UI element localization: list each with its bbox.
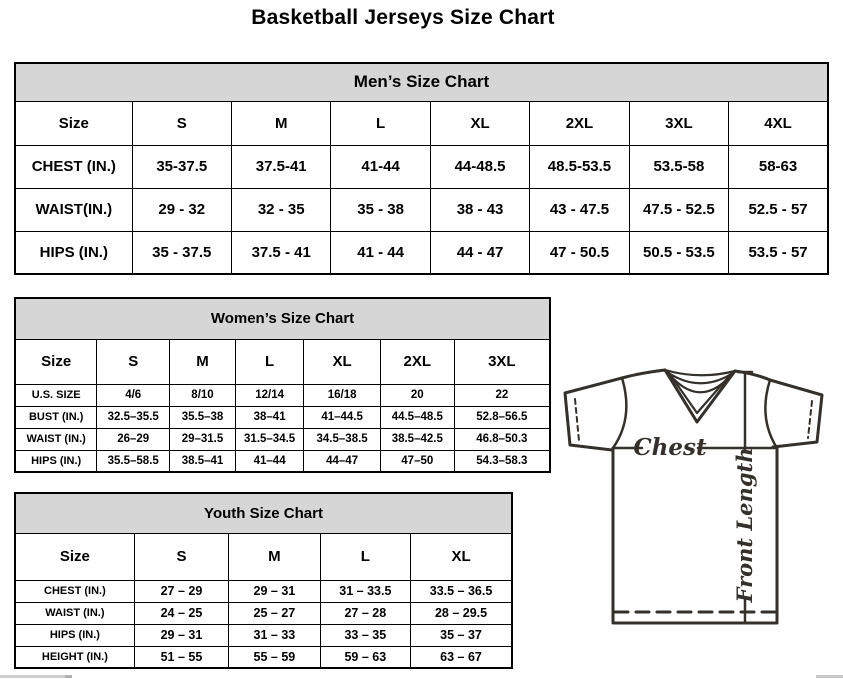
womens-waist-row xyxy=(15,428,550,450)
size-cell: 47 - 50.5 xyxy=(530,231,629,274)
size-cell: 54.3–58.3 xyxy=(454,450,550,472)
size-cell: 44–47 xyxy=(304,450,381,472)
horizontal-scrollbar-thumb[interactable] xyxy=(0,675,72,678)
size-cell: 47.5 - 52.5 xyxy=(629,188,728,231)
size-cell: 35 – 37 xyxy=(411,624,512,646)
size-cell: 41–44 xyxy=(235,450,303,472)
size-cell: 59 – 63 xyxy=(320,646,410,668)
size-cell: 12/14 xyxy=(235,384,303,406)
size-cell: 37.5 - 41 xyxy=(231,231,330,274)
size-cell: 22 xyxy=(454,384,550,406)
size-cell: 8/10 xyxy=(170,384,236,406)
size-cell: 47–50 xyxy=(380,450,454,472)
page-title: Basketball Jerseys Size Chart xyxy=(251,6,555,29)
mens-col-3xl: 3XL xyxy=(629,101,728,145)
size-cell: 26–29 xyxy=(97,428,170,450)
youth-table-title: Youth Size Chart xyxy=(15,493,512,533)
mens-col-s: S xyxy=(132,101,231,145)
size-cell: 44 - 47 xyxy=(430,231,529,274)
size-cell: 35.5–58.5 xyxy=(97,450,170,472)
row-label: CHEST (IN.) xyxy=(15,145,132,188)
womens-col-2xl: 2XL xyxy=(380,339,454,384)
womens-col-m: M xyxy=(170,339,236,384)
youth-col-m: M xyxy=(229,533,320,580)
youth-waist-row xyxy=(15,602,512,624)
size-cell: 27 – 28 xyxy=(320,602,410,624)
size-cell: 33.5 – 36.5 xyxy=(411,580,512,602)
row-label: WAIST (IN.) xyxy=(15,428,97,450)
jersey-sleeve-dash xyxy=(808,401,812,438)
size-cell: 38 - 43 xyxy=(430,188,529,231)
size-cell: 29 – 31 xyxy=(134,624,228,646)
size-cell: 52.8–56.5 xyxy=(454,406,550,428)
row-label: U.S. SIZE xyxy=(15,384,97,406)
size-cell: 43 - 47.5 xyxy=(530,188,629,231)
size-cell: 20 xyxy=(380,384,454,406)
mens-size-header: Size xyxy=(15,101,132,145)
mens-table-title: Men’s Size Chart xyxy=(15,63,828,101)
youth-hips-row xyxy=(15,624,512,646)
jersey-measurement-diagram xyxy=(558,360,834,628)
mens-col-l: L xyxy=(331,101,430,145)
mens-col-m: M xyxy=(231,101,330,145)
size-cell: 31.5–34.5 xyxy=(235,428,303,450)
size-cell: 35-37.5 xyxy=(132,145,231,188)
youth-chest-row xyxy=(15,580,512,602)
jersey-armhole-seam xyxy=(765,380,777,448)
size-cell: 55 – 59 xyxy=(229,646,320,668)
size-cell: 37.5-41 xyxy=(231,145,330,188)
size-cell: 27 – 29 xyxy=(134,580,228,602)
size-cell: 63 – 67 xyxy=(411,646,512,668)
youth-height-row xyxy=(15,646,512,668)
size-cell: 24 – 25 xyxy=(134,602,228,624)
row-label: HIPS (IN.) xyxy=(15,450,97,472)
mens-waist-row xyxy=(15,188,828,231)
womens-ussize-row xyxy=(15,384,550,406)
size-cell: 29 – 31 xyxy=(229,580,320,602)
jersey-outline xyxy=(735,371,822,447)
size-cell: 16/18 xyxy=(304,384,381,406)
womens-col-l: L xyxy=(235,339,303,384)
size-cell: 44-48.5 xyxy=(430,145,529,188)
size-cell: 28 – 29.5 xyxy=(411,602,512,624)
size-cell: 35.5–38 xyxy=(170,406,236,428)
mens-col-xl: XL xyxy=(430,101,529,145)
size-cell: 31 – 33 xyxy=(229,624,320,646)
size-cell: 33 – 35 xyxy=(320,624,410,646)
size-cell: 48.5-53.5 xyxy=(530,145,629,188)
size-cell: 53.5-58 xyxy=(629,145,728,188)
size-cell: 32 - 35 xyxy=(231,188,330,231)
youth-col-s: S xyxy=(134,533,228,580)
horizontal-scrollbar-fragment[interactable] xyxy=(816,675,843,678)
womens-table-title: Women’s Size Chart xyxy=(15,298,550,339)
size-cell: 29–31.5 xyxy=(170,428,236,450)
womens-col-s: S xyxy=(97,339,170,384)
size-cell: 29 - 32 xyxy=(132,188,231,231)
jersey-sleeve-dash xyxy=(575,399,579,441)
size-cell: 38.5–42.5 xyxy=(380,428,454,450)
size-cell: 51 – 55 xyxy=(134,646,228,668)
size-cell: 41 - 44 xyxy=(331,231,430,274)
size-cell: 41-44 xyxy=(331,145,430,188)
size-cell: 31 – 33.5 xyxy=(320,580,410,602)
row-label: HIPS (IN.) xyxy=(15,231,132,274)
row-label: CHEST (IN.) xyxy=(15,580,134,602)
youth-col-xl: XL xyxy=(411,533,512,580)
size-cell: 53.5 - 57 xyxy=(729,231,828,274)
size-cell: 34.5–38.5 xyxy=(304,428,381,450)
size-cell: 44.5–48.5 xyxy=(380,406,454,428)
mens-chest-row xyxy=(15,145,828,188)
chest-label: Chest xyxy=(633,434,707,461)
mens-col-4xl: 4XL xyxy=(729,101,828,145)
jersey-collar xyxy=(665,370,735,375)
womens-size-table xyxy=(14,297,551,473)
size-cell: 4/6 xyxy=(97,384,170,406)
front-length-label: Front Length xyxy=(732,447,757,603)
size-cell: 35 - 38 xyxy=(331,188,430,231)
womens-col-xl: XL xyxy=(304,339,381,384)
size-cell: 38–41 xyxy=(235,406,303,428)
womens-bust-row xyxy=(15,406,550,428)
mens-size-table xyxy=(14,62,829,275)
youth-col-l: L xyxy=(320,533,410,580)
womens-col-3xl: 3XL xyxy=(454,339,550,384)
row-label: HEIGHT (IN.) xyxy=(15,646,134,668)
row-label: HIPS (IN.) xyxy=(15,624,134,646)
size-cell: 41–44.5 xyxy=(304,406,381,428)
size-cell: 35 - 37.5 xyxy=(132,231,231,274)
row-label: WAIST(IN.) xyxy=(15,188,132,231)
row-label: BUST (IN.) xyxy=(15,406,97,428)
mens-hips-row xyxy=(15,231,828,274)
womens-hips-row xyxy=(15,450,550,472)
size-cell: 58-63 xyxy=(729,145,828,188)
size-cell: 38.5–41 xyxy=(170,450,236,472)
youth-size-header: Size xyxy=(15,533,134,580)
jersey-armhole-seam xyxy=(613,378,626,448)
size-cell: 25 – 27 xyxy=(229,602,320,624)
size-cell: 46.8–50.3 xyxy=(454,428,550,450)
mens-col-2xl: 2XL xyxy=(530,101,629,145)
womens-size-header: Size xyxy=(15,339,97,384)
row-label: WAIST (IN.) xyxy=(15,602,134,624)
size-cell: 50.5 - 53.5 xyxy=(629,231,728,274)
size-cell: 52.5 - 57 xyxy=(729,188,828,231)
youth-size-table xyxy=(14,492,513,669)
size-cell: 32.5–35.5 xyxy=(97,406,170,428)
